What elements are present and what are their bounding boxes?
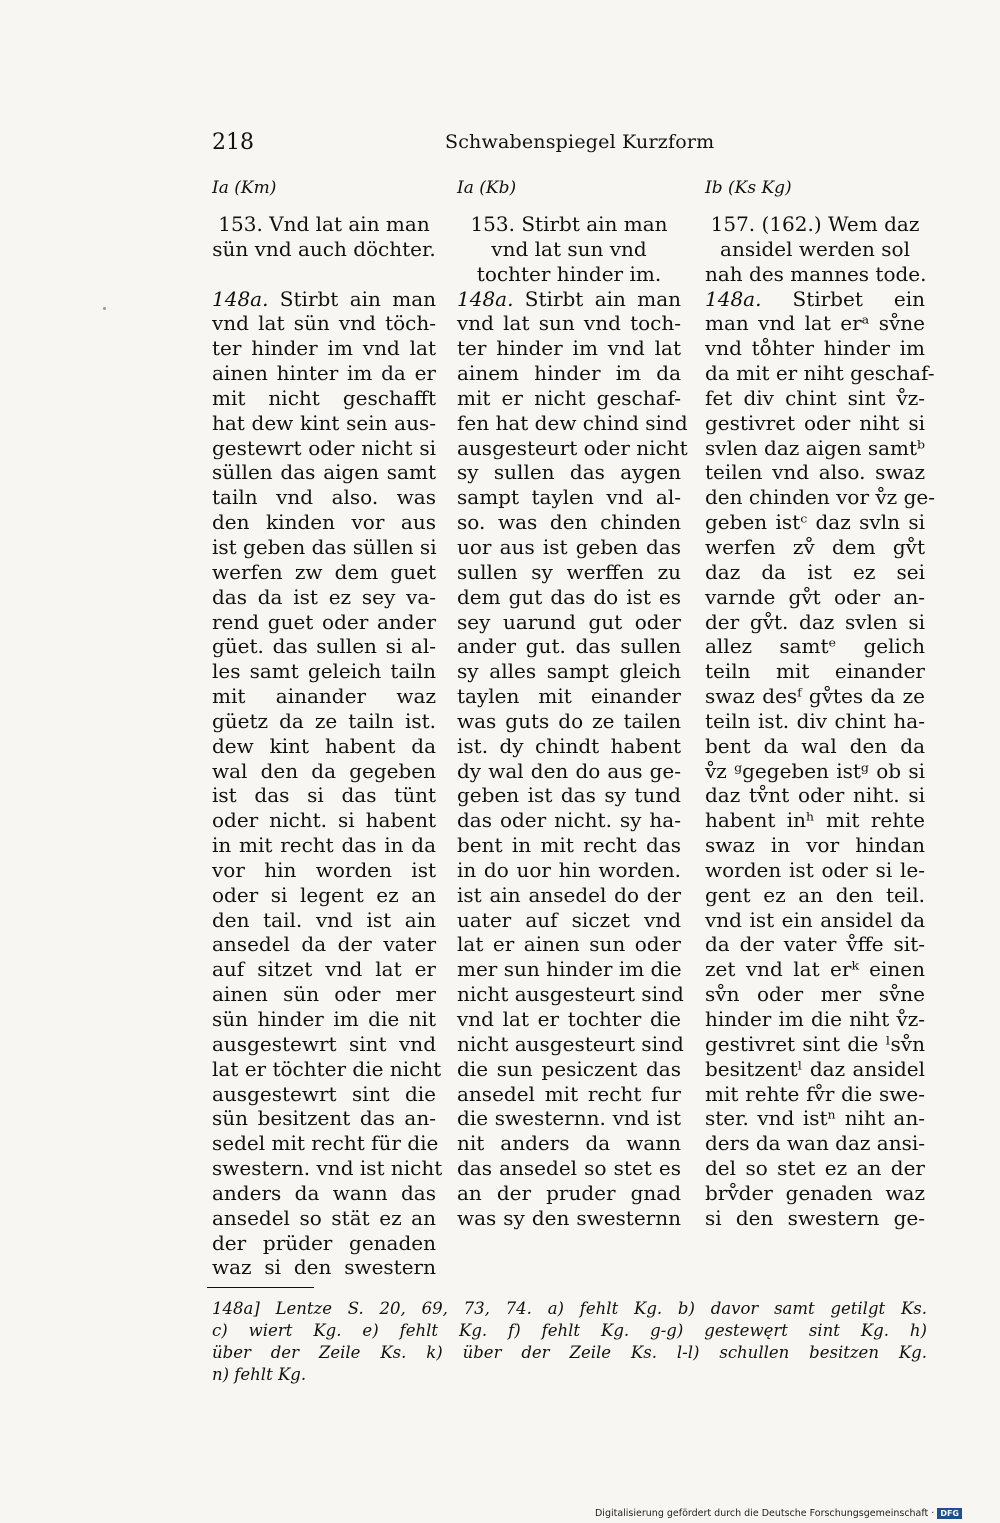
text-column-kb [457, 212, 688, 1231]
text-line: bent in mit recht das [457, 833, 681, 858]
text-line: v̊z ᵍgegeben istᵍ ob si [705, 758, 925, 783]
text-line: oder nicht. si habent [212, 808, 436, 833]
text-line: ainem hinder im da [457, 361, 681, 386]
text-line: sey uarund gut oder [457, 609, 681, 634]
footnote-line: 148a] Lentze S. 20, 69, 73, 74. a) fehlt Kg. b) davor samt getilgt Ks. [212, 1299, 927, 1318]
text-line: vnd lat er tochter die [457, 1007, 681, 1031]
text-line: ander gut. das sullen [457, 634, 681, 659]
text-line: ist ain ansedel do der [457, 882, 681, 907]
text-line: tailn vnd also. was [212, 485, 436, 510]
text-line: si den swestern ge- [705, 1205, 925, 1230]
text-line: 148a. Stirbet ein [705, 286, 925, 311]
text-line: besitzentˡ daz ansidel [705, 1056, 925, 1081]
text-line: geben istᶜ daz svln si [705, 510, 925, 535]
text-line: allez samtᵉ gelich [705, 634, 925, 659]
text-line: varnde gv̊t oder an- [705, 584, 925, 609]
text-line: gestivret oder niht si [705, 410, 925, 435]
text-line: nit anders da wann [457, 1131, 681, 1156]
text-line: waz si den swestern [212, 1255, 436, 1280]
text-line: gestewrt oder nicht si [212, 435, 436, 460]
text-line: gent ez an den teil. [705, 882, 925, 907]
text-line: hinder im die niht v̊z- [705, 1007, 925, 1031]
text-line: mit er nicht geschaf- [457, 385, 681, 410]
text-line: süllen das aigen samt [212, 460, 436, 485]
text-line: swestern. vnd ist nicht [212, 1156, 443, 1181]
text-line: ainen sün oder mer [212, 982, 436, 1007]
text-line: habent inʰ mit rehte [705, 808, 925, 833]
text-line: swaz in vor hindan [705, 833, 925, 858]
text-line: sün vnd auch döchter. [212, 236, 436, 261]
text-line: 148a. Stirbt ain man [212, 286, 436, 311]
text-line: tochter hinder im. [476, 261, 662, 286]
text-line: ausgestewrt sint die [212, 1081, 436, 1106]
text-line: wal den da gegeben [212, 758, 436, 783]
text-line: del so stet ez an der [705, 1156, 925, 1181]
text-line: werfen zw dem guet [212, 559, 436, 584]
column-siglum-ks-kg: Ib (Ks Kg) [705, 178, 792, 198]
text-line: 153. Vnd lat ain man [218, 212, 430, 236]
text-line: worden ist oder si le- [705, 857, 925, 882]
text-line: den kinden vor aus [212, 510, 436, 535]
page-number: 218 [212, 130, 254, 155]
column-siglum-km: Ia (Km) [212, 178, 277, 198]
text-line: ausgestewrt sint vnd [212, 1031, 436, 1056]
footnote-line: c) wiert Kg. e) fehlt Kg. f) fehlt Kg. g-g) gestewęrt sint Kg. h) [212, 1321, 927, 1340]
text-line: der prüder genaden [212, 1230, 436, 1255]
text-line: daz tv̊nt oder niht. si [705, 783, 925, 808]
text-line: uater auf siczet vnd [457, 907, 681, 932]
footnotes [212, 1298, 927, 1386]
text-line: werfen zv̊ dem gv̊t [705, 534, 925, 559]
text-line: ist geben das süllen si [212, 534, 437, 559]
text-line: dem gut das do ist es [457, 584, 681, 609]
text-line: teilen vnd also. swaz [705, 460, 925, 485]
text-line [212, 262, 436, 287]
text-line: vor hin worden ist [212, 857, 436, 882]
text-line: ster. vnd istⁿ niht an- [705, 1106, 925, 1131]
text-line: fen hat dew chind sind [457, 410, 688, 435]
text-line: 148a. Stirbt ain man [457, 286, 681, 311]
text-line: bent da wal den da [705, 733, 925, 758]
text-line: güet. das sullen si al- [212, 634, 436, 659]
text-line: teiln mit einander [705, 659, 925, 684]
text-line: die sun pesiczent das [457, 1056, 681, 1081]
text-line: les samt geleich tailn [212, 659, 436, 684]
text-line: taylen mit einander [457, 684, 681, 709]
text-line: geben ist das sy tund [457, 783, 681, 808]
paragraph-siglum: 148a. [705, 286, 762, 311]
text-line: hat dew kint sein aus- [212, 410, 436, 435]
text-line: lat er töchter die nicht [212, 1056, 442, 1081]
text-line: auf sitzet vnd lat er [212, 957, 436, 982]
text-line: uor aus ist geben das [457, 534, 681, 559]
text-line: ansidel werden sol [720, 236, 910, 261]
text-line: nicht ausgesteurt sind [457, 1031, 684, 1056]
paragraph-siglum: 148a. [457, 286, 514, 311]
text-line: ter hinder im vnd lat [457, 336, 681, 361]
dfg-credit [595, 1508, 962, 1519]
text-line: was guts do ze tailen [457, 708, 681, 733]
running-title: Schwabenspiegel Kurzform [445, 131, 715, 153]
text-line: vnd lat sun vnd toch- [457, 311, 681, 336]
text-line: mit ainander waz [212, 684, 436, 709]
text-line: lat er ainen sun oder [457, 932, 681, 957]
text-line: ist das si das tünt [212, 783, 436, 808]
text-line: vnd ist ein ansidel da [705, 907, 925, 932]
text-line: oder si legent ez an [212, 882, 436, 907]
text-line: 153. Stirbt ain man [470, 212, 668, 236]
text-line: vnd lat sün vnd töch- [212, 311, 436, 336]
text-line: nah des mannes tode. [705, 261, 927, 286]
text-line: den tail. vnd ist ain [212, 907, 436, 932]
text-line: swaz desᶠ gv̊tes da ze [705, 684, 925, 709]
footnote-line: über der Zeile Ks. k) über der Zeile Ks. l-l) schullen besitzen Kg. [212, 1343, 927, 1362]
text-line: nicht ausgesteurt sind [457, 982, 684, 1007]
text-line: ter hinder im vnd lat [212, 336, 436, 361]
text-line: rend guet oder ander [212, 609, 436, 634]
text-line: mit rehte fv̊r die swe- [705, 1081, 925, 1106]
text-line: zet vnd lat erᵏ einen [705, 957, 925, 982]
text-line: ist. dy chindt habent [457, 733, 681, 758]
text-line: das oder nicht. sy ha- [457, 808, 681, 833]
text-line: die swesternn. vnd ist [457, 1106, 681, 1131]
credit-text: Digitalisierung gefördert durch die Deutsche Forschungsgemeinschaft · [594, 1508, 935, 1519]
text-line: ainen hinter im da er [212, 361, 436, 386]
text-line: sün hinder im die nit [212, 1007, 436, 1031]
text-line: so. was den chinden [457, 510, 681, 535]
text-line: sv̊n oder mer sv̊ne [705, 982, 925, 1007]
text-line: daz da ist ez sei [705, 559, 925, 584]
text-line: mer sun hinder im die [457, 957, 682, 982]
paragraph-siglum: 148a. [212, 286, 269, 311]
text-line: sedel mit recht für die [212, 1131, 439, 1156]
speck [103, 307, 106, 310]
text-column-ks-kg [705, 212, 935, 1231]
footnote-rule [207, 1287, 314, 1288]
text-line: man vnd lat erᵃ sv̊ne [705, 311, 925, 336]
text-line: mit nicht geschafft [212, 385, 436, 410]
column-siglum-kb: Ia (Kb) [457, 178, 517, 198]
text-line: ansedel da der vater [212, 932, 436, 957]
text-line: anders da wann das [212, 1180, 436, 1205]
text-line: 157. (162.) Wem daz [710, 212, 920, 236]
text-line: ders da wan daz ansi- [705, 1131, 926, 1156]
text-line: güetz da ze tailn ist. [212, 708, 436, 733]
dfg-logo: DFG [937, 1508, 962, 1519]
text-line: in mit recht das in da [212, 833, 436, 858]
text-line: ansedel mit recht fur [457, 1081, 681, 1106]
text-line: in do uor hin worden. [457, 857, 681, 882]
text-line: fet div chint sint v̊z- [705, 385, 925, 410]
text-line: das da ist ez sey va- [212, 584, 436, 609]
text-line: sy sullen das aygen [457, 460, 681, 485]
text-line: da der vater v̊ffe sit- [705, 932, 925, 957]
text-column-km [212, 212, 443, 1280]
text-line: was sy den swesternn [457, 1205, 681, 1230]
text-line: an der pruder gnad [457, 1180, 681, 1205]
text-line: gestivret sint die ˡsv̊n [705, 1031, 925, 1056]
text-line: ansedel so stät ez an [212, 1205, 436, 1230]
text-line: vnd lat sun vnd [491, 236, 647, 261]
text-line: vnd to̊hter hinder im [705, 336, 925, 361]
text-line: dy wal den do aus ge- [457, 758, 681, 783]
text-line: sy alles sampt gleich [457, 659, 681, 684]
text-line: svlen daz aigen samtᵇ [705, 435, 926, 460]
text-line: brv̊der genaden waz [705, 1180, 925, 1205]
text-line: das ansedel so stet es [457, 1156, 681, 1181]
text-line: dew kint habent da [212, 733, 436, 758]
footnote-line: n) fehlt Kg. [212, 1365, 307, 1384]
text-line: teiln ist. div chint ha- [705, 708, 925, 733]
text-line: der gv̊t. daz svlen si [705, 609, 925, 634]
text-line: sün besitzent das an- [212, 1106, 436, 1131]
text-line: sullen sy werffen zu [457, 559, 681, 584]
text-line: ausgesteurt oder nicht [457, 435, 688, 460]
text-line: sampt taylen vnd al- [457, 485, 681, 510]
text-line: den chinden vor v̊z ge- [705, 485, 935, 510]
text-line: da mit er niht geschaf- [705, 361, 935, 386]
